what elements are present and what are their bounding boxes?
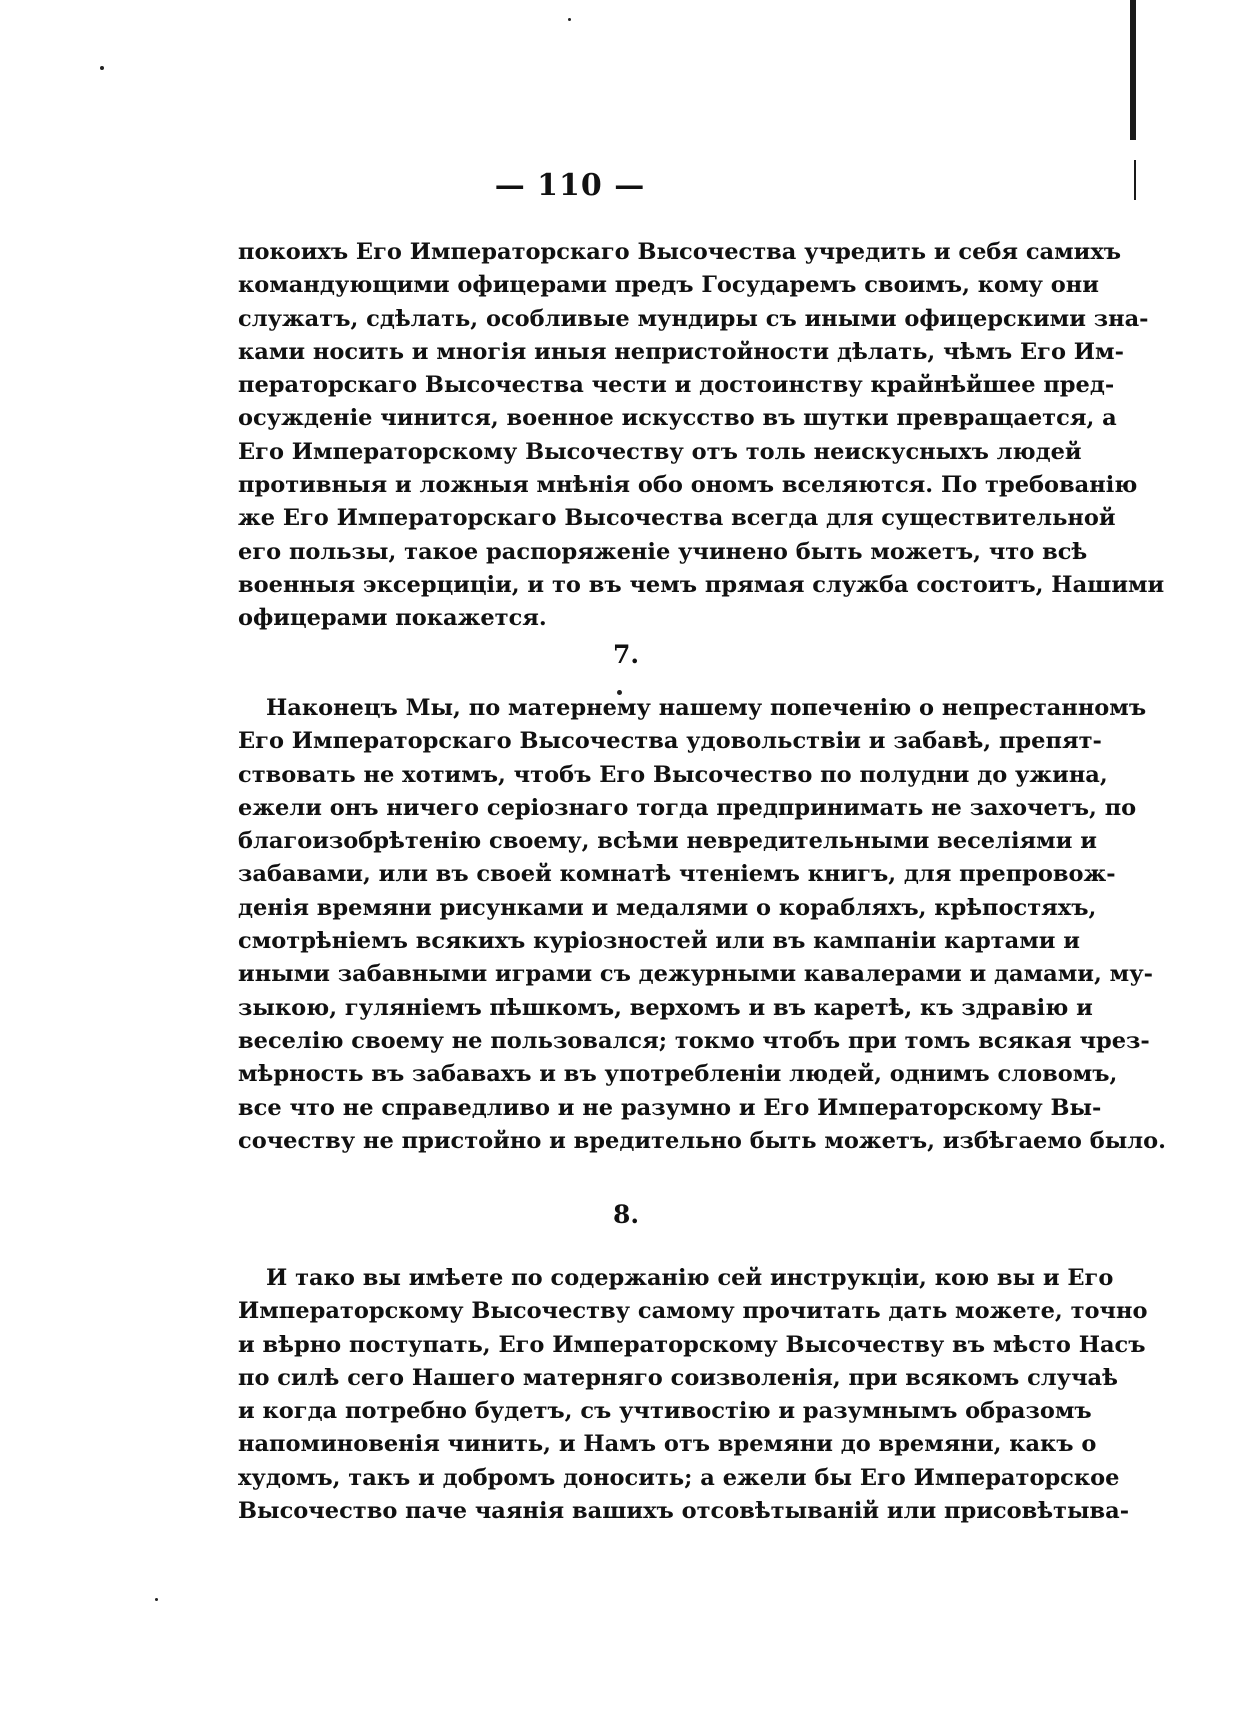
- text-line: худомъ, такъ и добромъ доносить; а ежели бы Его Императорское: [238, 1464, 1120, 1491]
- text-line: мѣрность въ забавахъ и въ употребленіи людей, однимъ словомъ,: [238, 1061, 1118, 1088]
- text-line: Его Императорскому Высочеству отъ толь неискусныхъ людей: [238, 438, 1082, 465]
- text-line: Высочество паче чаянія вашихъ отсовѣтываній или присовѣтыва-: [238, 1498, 1130, 1525]
- text-line: сочеству не пристойно и вредительно быть можетъ, избѣгаемо было.: [238, 1127, 1167, 1154]
- text-line: служатъ, сдѣлать, особливые мундиры съ иными офицерскими зна-: [238, 305, 1149, 332]
- section-number-8: 8.: [612, 1200, 640, 1229]
- text-line: офицерами покажется.: [238, 605, 547, 632]
- page-edge-mark: [1130, 0, 1136, 140]
- text-line: ежели онъ ничего серіознаго тогда предпринимать не захочетъ, по: [238, 794, 1137, 821]
- text-line: Императорскому Высочеству самому прочитать дать можете, точно: [238, 1298, 1148, 1325]
- text-line: напоминовенія чинить, и Намъ отъ времяни до времяни, какъ о: [238, 1431, 1097, 1458]
- text-line: забавами, или въ своей комнатѣ чтеніемъ книгъ, для препровож-: [238, 861, 1116, 888]
- text-line: Его Императорскаго Высочества удовольствіи и забавѣ, препят-: [238, 728, 1102, 755]
- text-line: осужденіе чинится, военное искусство въ шутки превращается, а: [238, 405, 1117, 432]
- scan-speck: [155, 1598, 158, 1601]
- text-line: благоизобрѣтенію своему, всѣми невредительными веселіями и: [238, 828, 1097, 855]
- text-line: ператорскаго Высочества чести и достоинству крайнѣйшее пред-: [238, 372, 1115, 399]
- text-line: ствовать не хотимъ, чтобъ Его Высочество по полудни до ужина,: [238, 761, 1108, 788]
- text-line: веселію своему не пользовался; токмо чтобъ при томъ всякая чрез-: [238, 1027, 1150, 1054]
- text-line: И тако вы имѣете по содержанію сей инструкціи, кою вы и Его: [266, 1265, 1114, 1291]
- text-line: военныя экcерциціи, и то въ чемъ прямая служба состоитъ, Нашими: [238, 571, 1165, 598]
- text-line: смотрѣніемъ всякихъ куріозностей или въ кампаніи картами и: [238, 928, 1080, 955]
- paragraph-1: [238, 236, 1165, 636]
- text-line: все что не справедливо и не разумно и Его Императорскому Вы-: [238, 1094, 1102, 1121]
- text-line: его пользы, такое распоряженіе учинено быть можетъ, что всѣ: [238, 538, 1088, 565]
- text-line: иными забавными играми съ дежурными кавалерами и дамами, му-: [238, 961, 1153, 988]
- text-line: и вѣрно поступать, Его Императорскому Высочеству въ мѣсто Насъ: [238, 1331, 1146, 1358]
- text-line: Наконецъ Мы, по матернему нашему попеченію о непрестанномъ: [266, 695, 1147, 721]
- text-line: денія времяни рисунками и медалями о корабляхъ, крѣпостяхъ,: [238, 894, 1097, 921]
- text-line: командующими офицерами предъ Государемъ своимъ, кому они: [238, 272, 1099, 299]
- scan-speck: [617, 690, 622, 695]
- text-line: ками носить и многія иныя непристойности дѣлать, чѣмъ Его Им-: [238, 338, 1124, 365]
- scan-speck: [568, 18, 571, 21]
- section-number-7: 7.: [612, 640, 640, 669]
- page-number: — 110 —: [494, 168, 646, 203]
- text-line: зыкою, гуляніемъ пѣшкомъ, верхомъ и въ каретѣ, къ здравію и: [238, 994, 1093, 1021]
- paragraph-3: [238, 1262, 1148, 1528]
- page-edge-mark: [1134, 160, 1136, 200]
- text-line: покоихъ Его Императорскаго Высочества учредить и себя самихъ: [238, 239, 1122, 265]
- scan-speck: [100, 66, 104, 70]
- text-line: и когда потребно будетъ, съ учтивостію и разумнымъ образомъ: [238, 1398, 1092, 1425]
- text-line: противныя и ложныя мнѣнія обо ономъ вселяются. По требованію: [238, 472, 1138, 499]
- paragraph-2: [238, 692, 1167, 1158]
- text-line: по силѣ сего Нашего матерняго соизволенія, при всякомъ случаѣ: [238, 1364, 1118, 1391]
- text-line: же Его Императорскаго Высочества всегда для существительной: [238, 505, 1116, 532]
